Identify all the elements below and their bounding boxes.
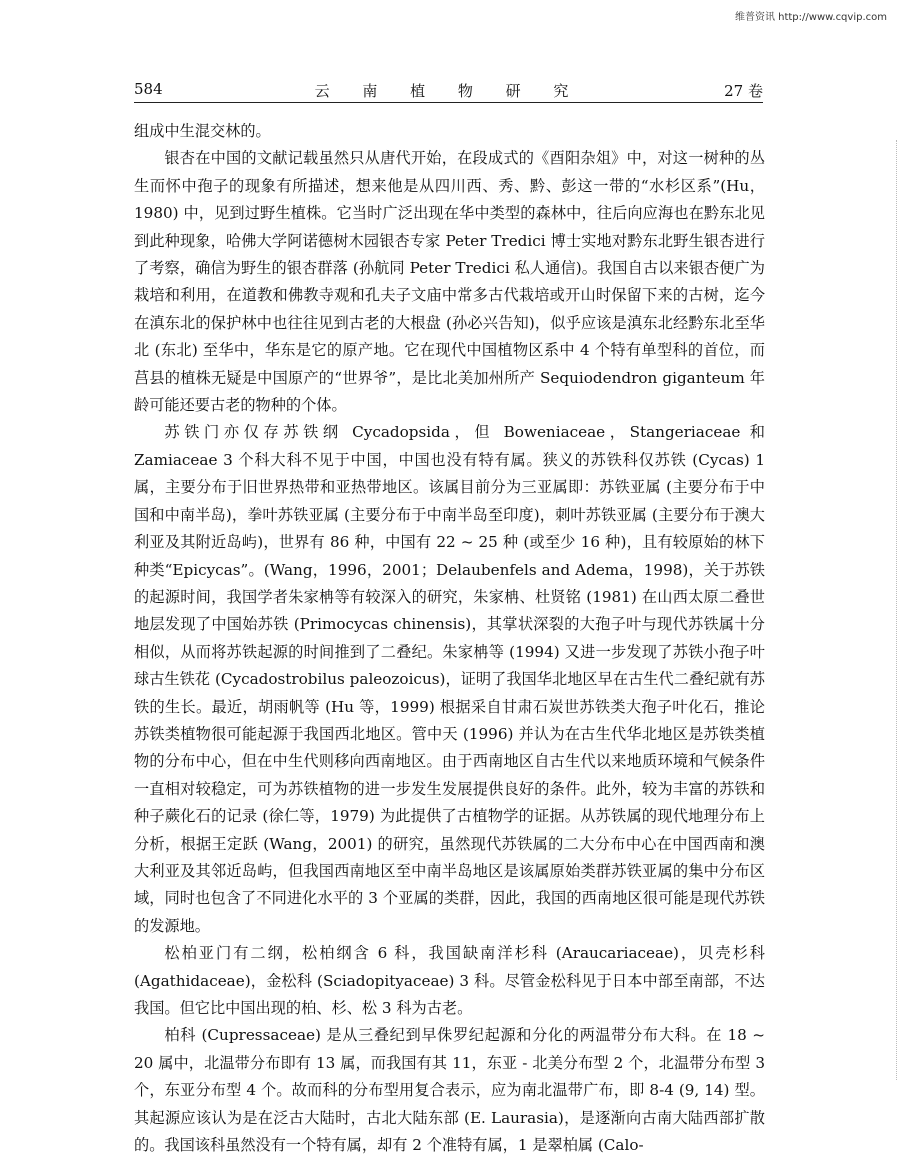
running-header [134,78,763,103]
volume-label: 27 卷 [724,82,763,100]
scan-edge [892,140,897,1080]
watermark: 维普资讯 http://www.cqvip.com [734,12,887,23]
paragraph-ginkgo: 银杏在中国的文献记载虽然只从唐代开始，在段成式的《酉阳杂俎》中，对这一树种的丛生而怀中孢子的现象有所描述，想来他是从四川西、秀、黔、彭这一带的“水杉区系”(Hu，1980) 中，见到过野生植株。它当时广泛出现在华中类型的森林中，往后向应海也在黔东北见到此种现象，哈佛大学阿诺德树木园银杏专家 Peter Tredici 博士实地对黔东北野生银杏进行了考察，确信为野生的银杏群落 (孙航同 Peter Tredici 私人通信)。我国自古以来银杏便广为栽培和利用，在道教和佛教寺观和孔夫子文庙中常多古代栽培或开山时保留下来的古树，迄今在滇东北的保护林中也往往见到古老的大根盘 (孙必兴告知)，似乎应该是滇东北经黔东北至华北 (东北) 至华中，华东是它的原产地。它在现代中国植物区系中 4 个特有单型科的首位，而莒县的植株无疑是中国原产的“世界爷”，是比北美加州所产 Sequiodendron giganteum 年龄可能还要古老的物种的个体。 [134,149,765,415]
paragraph-cupressaceae: 柏科 (Cupressaceae) 是从三叠纪到早侏罗纪起源和分化的两温带分布大科。在 18 ~ 20 属中，北温带分布即有 13 属，而我国有其 11，东亚 - 北美分布型 2 个，北温带分布型 3 个，东亚分布型 4 个。故而科的分布型用复合表示，应为南北温带广布，即 8-4 (9, 14) 型。其起源应该认为是在泛古大陆时，古北大陆东部 (E. Laurasia)，是逐渐向古南大陆西部扩散的。我国该科虽然没有一个特有属，却有 2 个准特有属，1 是翠柏属 (Calo- [134,1026,765,1155]
paragraph-conifers: 松柏亚门有二纲，松柏纲含 6 科，我国缺南洋杉科 (Araucariaceae)，贝壳杉科 (Agathidaceae)，金松科 (Sciadopityaceae) 3 科。尽管金松科见于日本中部至南部，不达我国。但它比中国出现的柏、杉、松 3 科为古老。 [134,944,765,1017]
paragraph-continuation: 组成中生混交林的。 [134,122,271,140]
article-body [134,118,765,1159]
paragraph-cycads: 苏铁门亦仅存苏铁纲 Cycadopsida，但 Boweniaceae，Stangeriaceae 和 Zamiaceae 3 个科大科不见于中国，中国也没有特有属。狭义的苏铁科仅苏铁 (Cycas) 1 属，主要分布于旧世界热带和亚热带地区。该属目前分为三亚属即：苏铁亚属 (主要分布于中国和中南半岛)，拳叶苏铁亚属 (主要分布于中南半岛至印度)，刺叶苏铁亚属 (主要分布于澳大利亚及其附近岛屿)，世界有 86 种，中国有 22 ~ 25 种 (或至少 16 种)，且有较原始的林下种类“Epicycas”。(Wang，1996，2001；Delaubenfels and Adema，1998)，关于苏铁的起源时间，我国学者朱家柟等有较深入的研究，朱家柟、杜贤铭 (1981) 在山西太原二叠世地层发现了中国始苏铁 (Primocycas chinensis)，其掌状深裂的大孢子叶与现代苏铁属十分相似，从而将苏铁起源的时间推到了二叠纪。朱家柟等 (1994) 又进一步发现了苏铁小孢子叶球古生铁花 (Cycadostrobilus paleozoicus)，证明了我国华北地区早在古生代二叠纪就有苏铁的生长。最近，胡雨帆等 (Hu 等，1999) 根据采自甘肃石炭世苏铁类大孢子叶化石，推论苏铁类植物很可能起源于我国西北地区。管中天 (1996) 并认为在古生代华北地区是苏铁类植物的分布中心，但在中生代则移向西南地区。由于西南地区自古生代以来地质环境和气候条件一直相对较稳定，可为苏铁植物的进一步发生发展提供良好的条件。此外，较为丰富的苏铁和种子蕨化石的记录 (徐仁等，1979) 为此提供了古植物学的证据。从苏铁属的现代地理分布上分析，根据王定跃 (Wang，2001) 的研究，虽然现代苏铁属的二大分布中心在中国西南和澳大利亚及其邻近岛屿，但我国西南地区至中南半岛地区是该属原始类群苏铁亚属的集中分布区域，同时也包含了不同进化水平的 3 个亚属的类群，因此，我国的西南地区很可能是现代苏铁的发源地。 [134,423,765,935]
page-number: 584 [134,80,163,98]
journal-title: 云 南 植 物 研 究 [314,82,583,100]
